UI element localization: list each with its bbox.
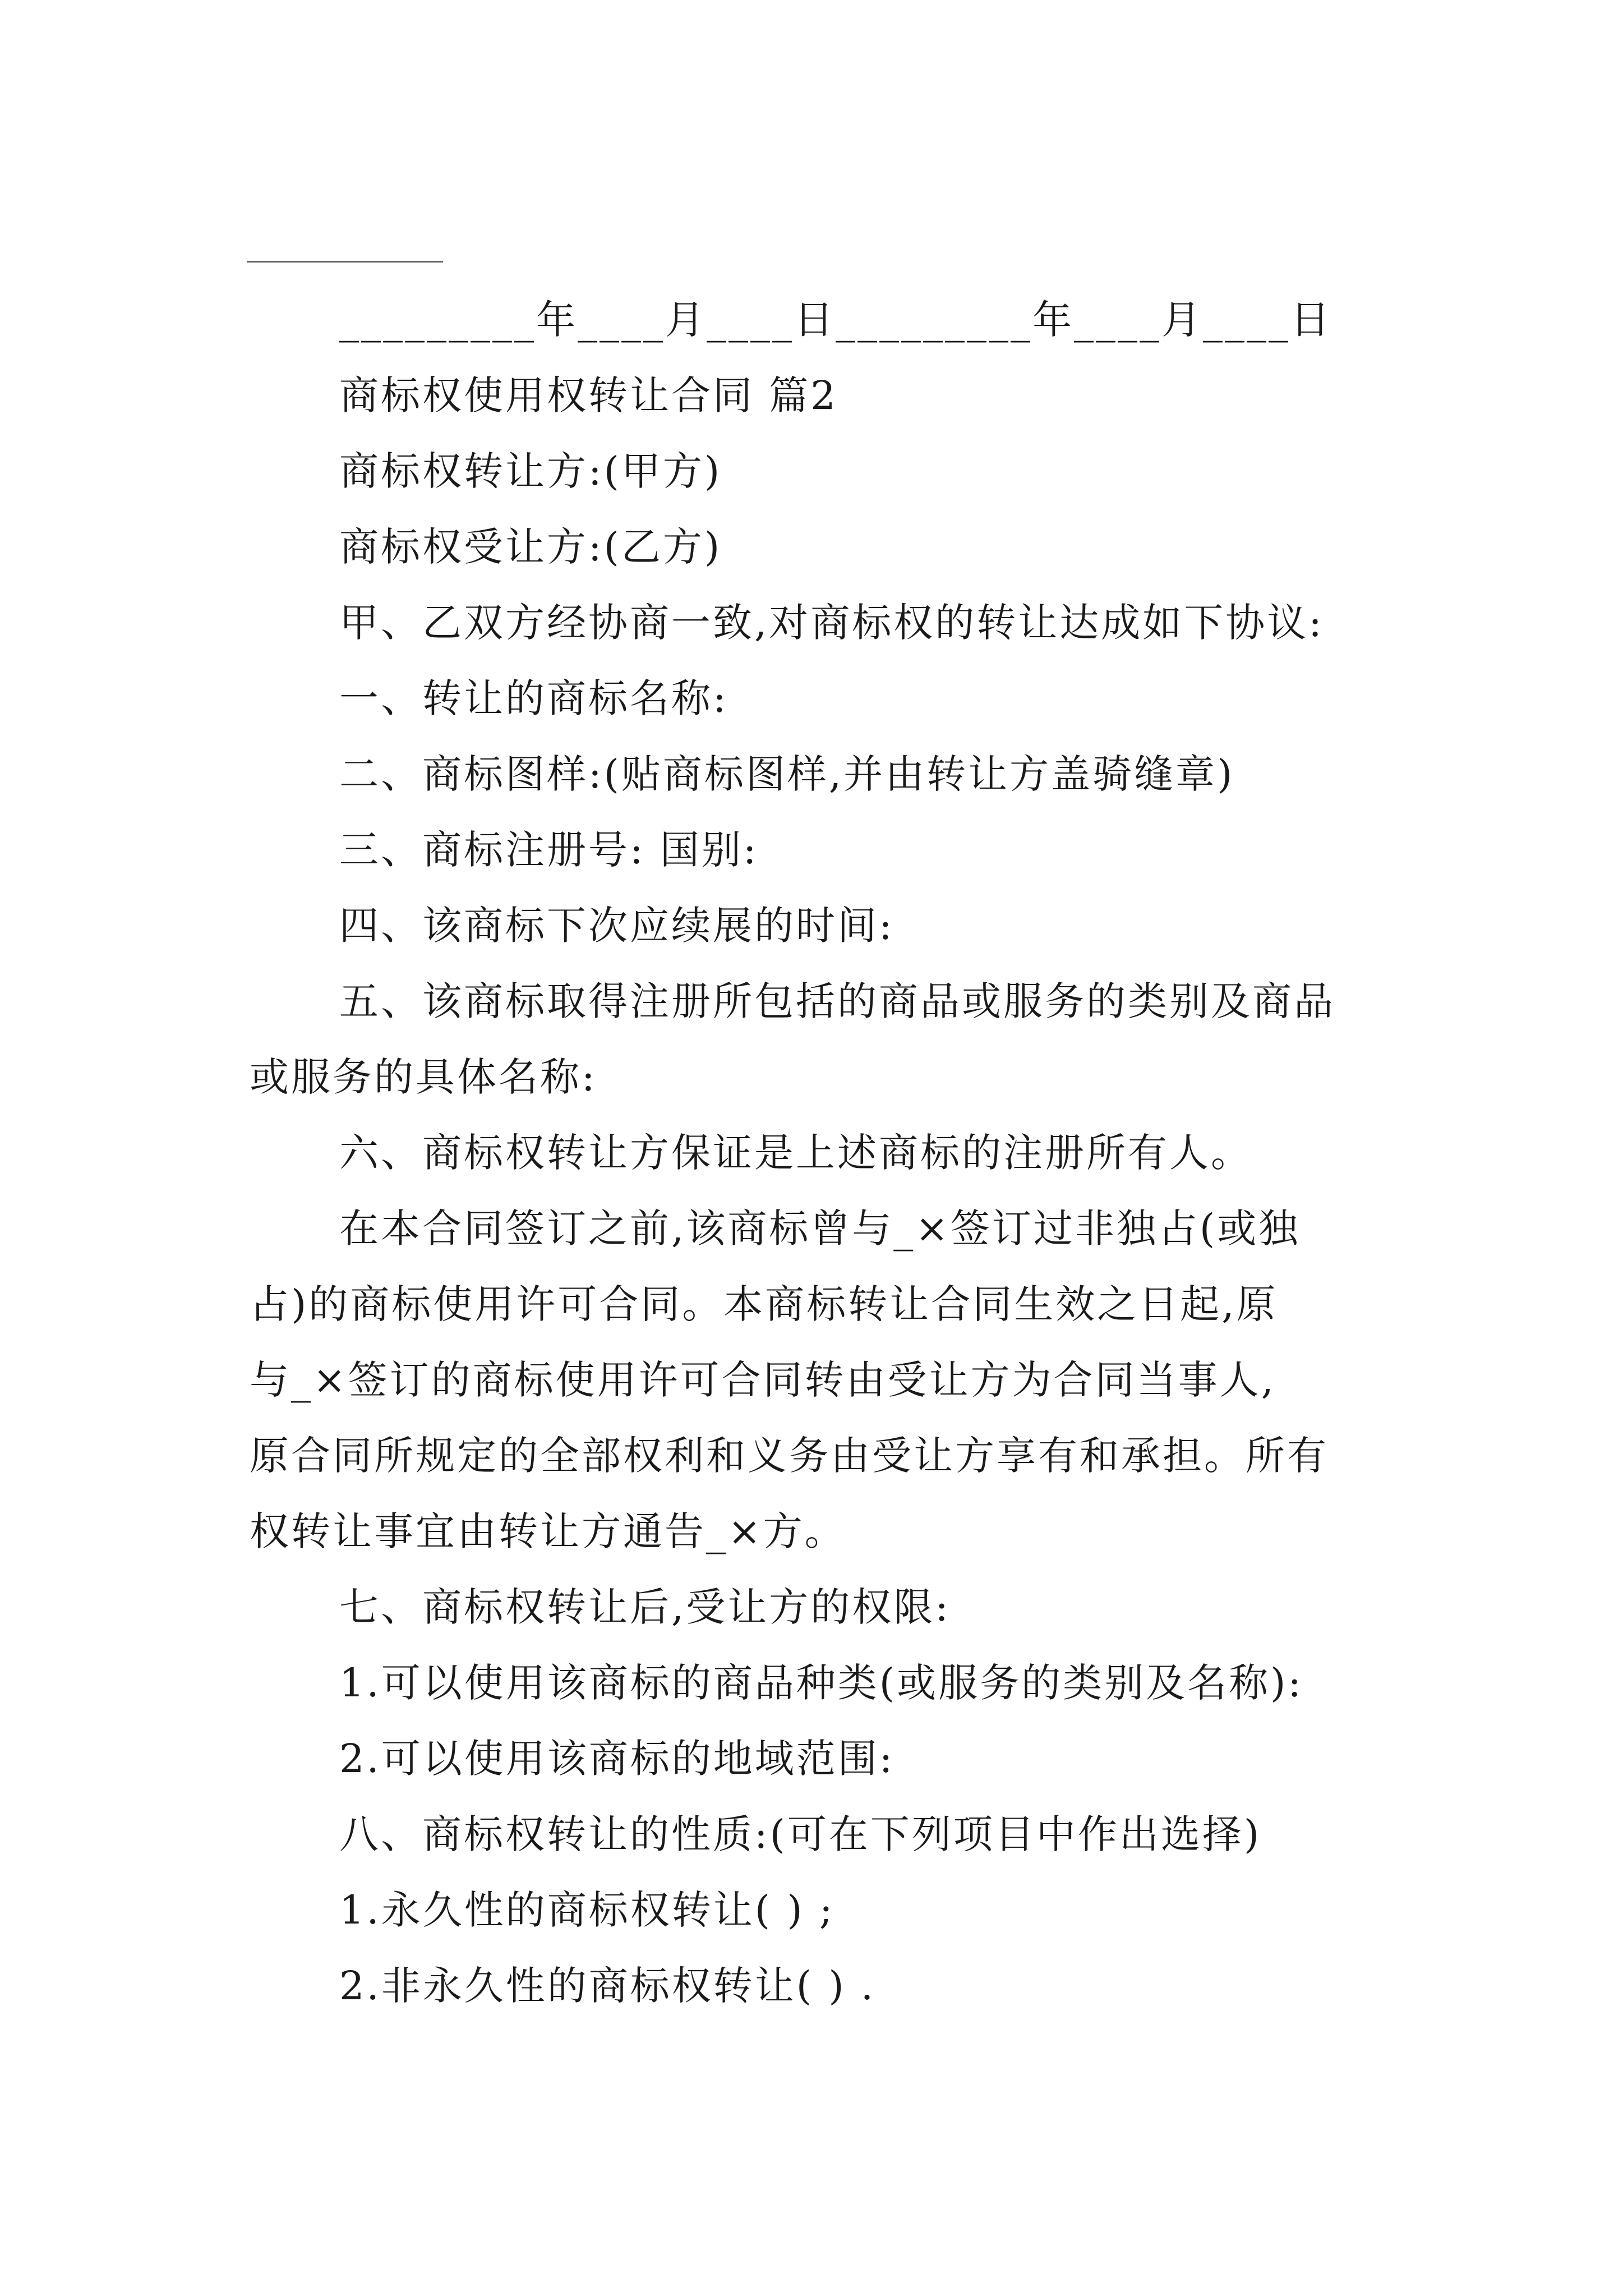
paragraph-line-1: 在本合同签订之前,该商标曾与_×签订过非独占(或独 bbox=[339, 1205, 1301, 1251]
clause-7-item-2: 2.可以使用该商标的地域范围: bbox=[339, 1736, 895, 1782]
clause-1: 一、转让的商标名称: bbox=[339, 675, 728, 721]
paragraph-line-2: 占)的商标使用许可合同。本商标转让合同生效之日起,原 bbox=[250, 1281, 1278, 1327]
clause-4: 四、该商标下次应续展的时间: bbox=[339, 903, 895, 949]
clause-8: 八、商标权转让的性质:(可在下列项目中作出选择) bbox=[339, 1811, 1262, 1857]
paragraph-line-4: 原合同所规定的全部权利和义务由受让方享有和承担。所有 bbox=[250, 1433, 1329, 1479]
clause-7-item-1: 1.可以使用该商标的商品种类(或服务的类别及名称): bbox=[339, 1660, 1303, 1706]
clause-6: 六、商标权转让方保证是上述商标的注册所有人。 bbox=[339, 1130, 1252, 1176]
clause-2: 二、商标图样:(贴商标图样,并由转让方盖骑缝章) bbox=[339, 751, 1235, 797]
transferee-line: 商标权受让方:(乙方) bbox=[339, 524, 722, 570]
clause-3: 三、商标注册号: 国别: bbox=[339, 827, 759, 873]
clause-8-item-2: 2.非永久性的商标权转让( ) . bbox=[339, 1963, 876, 2009]
top-rule-divider bbox=[247, 261, 443, 263]
clause-5-line-1: 五、该商标取得注册所包括的商品或服务的类别及商品 bbox=[339, 978, 1335, 1024]
date-line: _________年____月____日_________年____月____日 bbox=[339, 297, 1332, 343]
section-title: 商标权使用权转让合同 篇2 bbox=[339, 372, 838, 418]
transferor-line: 商标权转让方:(甲方) bbox=[339, 448, 722, 494]
clause-7: 七、商标权转让后,受让方的权限: bbox=[339, 1584, 951, 1630]
clause-8-item-1: 1.永久性的商标权转让( ) ; bbox=[339, 1887, 835, 1933]
agreement-intro: 甲、乙双方经协商一致,对商标权的转让达成如下协议: bbox=[339, 600, 1324, 646]
paragraph-line-5: 权转让事宜由转让方通告_×方。 bbox=[250, 1508, 846, 1554]
paragraph-line-3: 与_×签订的商标使用许可合同转由受让方为合同当事人, bbox=[250, 1357, 1276, 1403]
clause-5-line-2: 或服务的具体名称: bbox=[250, 1054, 597, 1100]
